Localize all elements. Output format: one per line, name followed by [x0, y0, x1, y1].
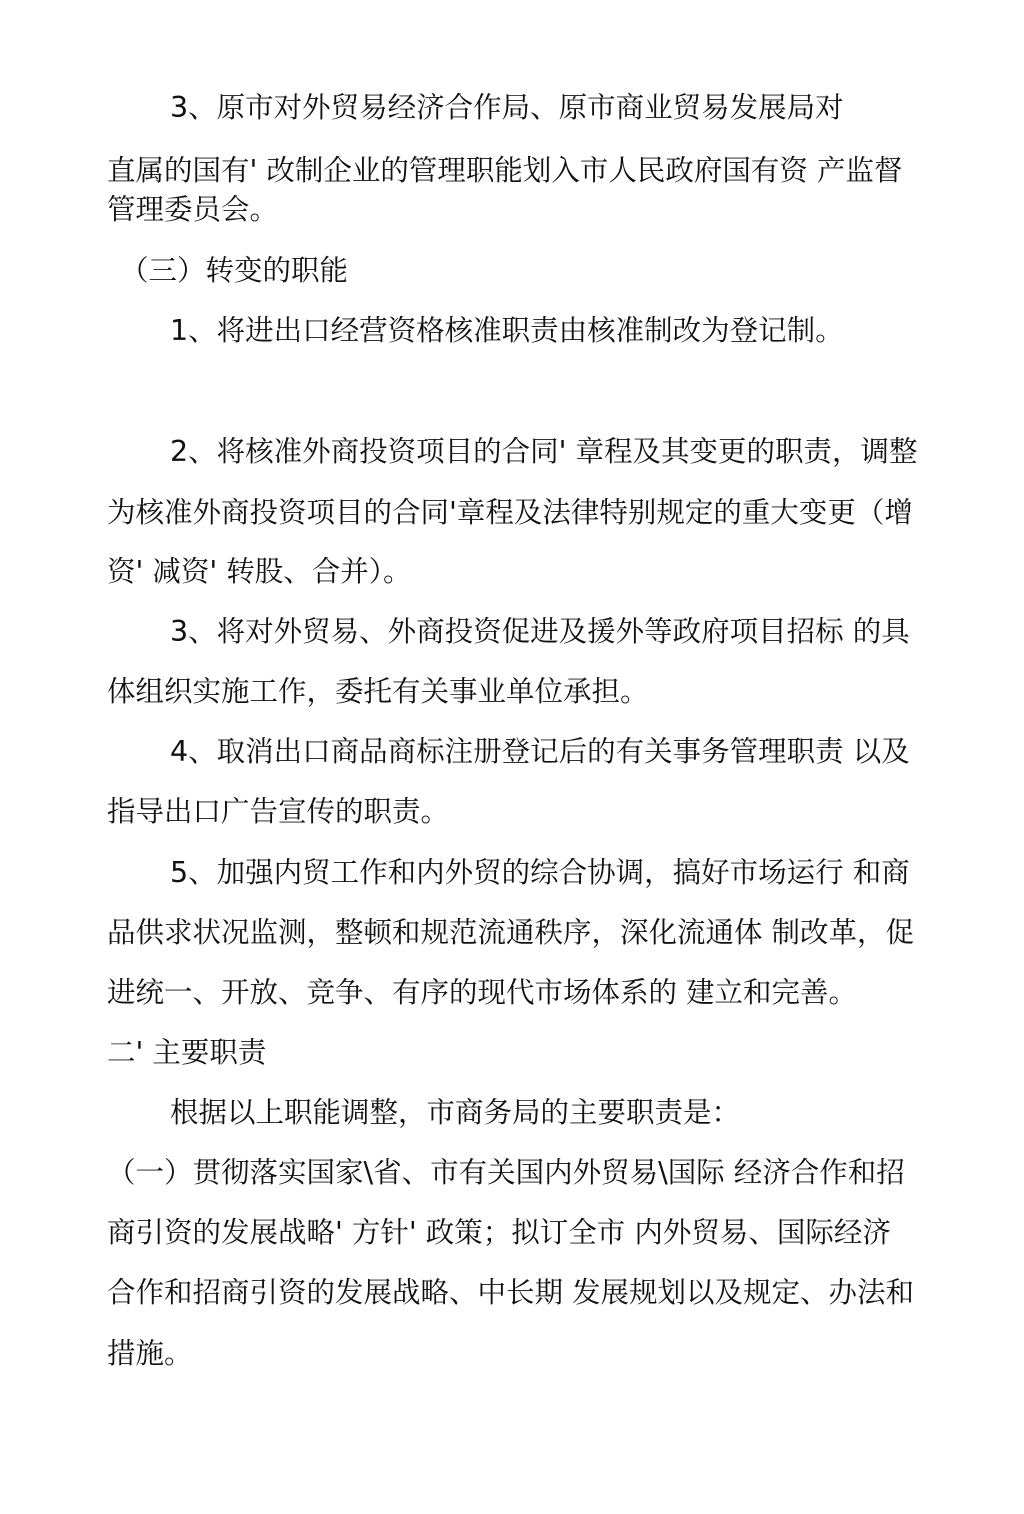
text-line-12: 指导出口广告宣传的职责。 — [107, 795, 450, 828]
section-heading-transformed-functions: （三）转变的职能 — [120, 254, 349, 287]
text-line-13: 5、加强内贸工作和内外贸的综合协调，搞好市场运行 和商 — [170, 856, 910, 889]
text-line-18: （一）贯彻落实国家\省、市有关国内外贸易\国际 经济合作和招 — [107, 1156, 905, 1189]
text-line-15: 进统一、开放、竞争、有序的现代市场体系的 建立和完善。 — [107, 976, 858, 1009]
text-line-7: 为核准外商投资项目的合同'章程及法律特别规定的重大变更（增 — [107, 496, 913, 529]
section-heading-main-duties: 二' 主要职责 — [107, 1036, 267, 1069]
text-line-14: 品供求状况监测，整顿和规范流通秩序，深化流通体 制改革，促 — [107, 916, 915, 949]
text-line-3: 管理委员会。 — [107, 193, 279, 226]
text-line-6: 2、将核准外商投资项目的合同' 章程及其变更的职责，调整 — [170, 435, 918, 468]
text-line-8: 资' 减资' 转股、合并）。 — [107, 555, 412, 588]
text-line-17: 根据以上职能调整，市商务局的主要职责是： — [170, 1096, 741, 1129]
text-line-21: 措施。 — [107, 1337, 193, 1370]
text-line-20: 合作和招商引资的发展战略、中长期 发展规划以及规定、办法和 — [107, 1276, 915, 1309]
text-line-11: 4、取消出口商品商标注册登记后的有关事务管理职责 以及 — [170, 735, 910, 768]
text-line-5: 1、将进出口经营资格核准职责由核准制改为登记制。 — [170, 314, 844, 347]
text-line-9: 3、将对外贸易、外商投资促进及援外等政府项目招标 的具 — [170, 615, 910, 648]
text-line-10: 体组织实施工作，委托有关事业单位承担。 — [107, 675, 649, 708]
text-line-19: 商引资的发展战略' 方针' 政策；拟订全市 内外贸易、国际经济 — [107, 1216, 891, 1249]
text-line-1: 3、原市对外贸易经济合作局、原市商业贸易发展局对 — [170, 91, 844, 124]
text-line-2: 直属的国有' 改制企业的管理职能划入市人民政府国有资 产监督 — [107, 154, 903, 187]
